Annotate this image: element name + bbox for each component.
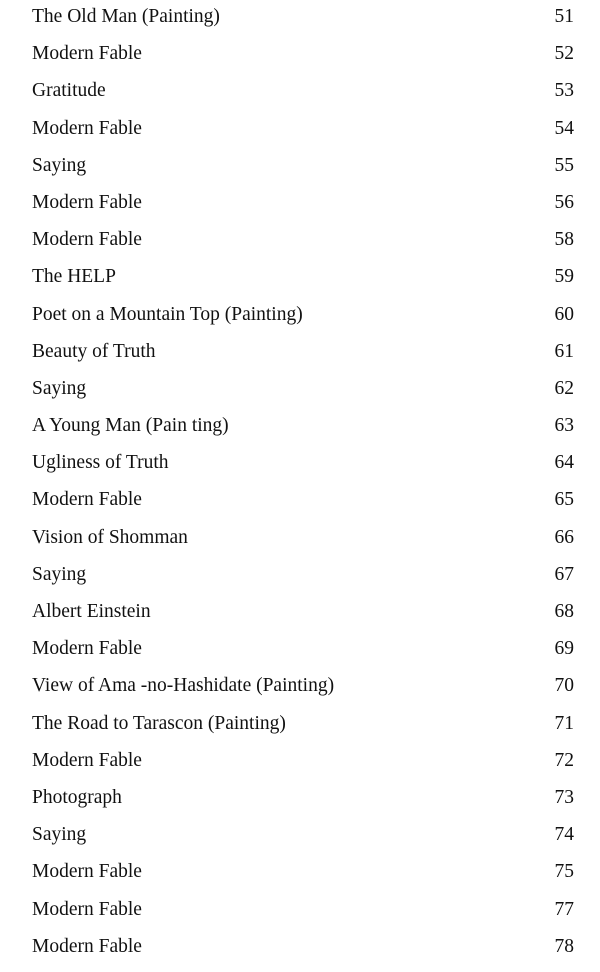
toc-entry [0,525,600,562]
toc-entry [0,450,600,487]
toc-entry [0,711,600,748]
entry-page-number: 61 [554,340,574,362]
toc-entry [0,413,600,450]
toc-entry [0,897,600,934]
entry-page-number: 63 [554,415,574,437]
entry-title: Modern Fable [32,861,142,883]
toc-entry [0,785,600,822]
toc-entry [0,4,600,41]
toc-entry [0,376,600,413]
toc-entry [0,264,600,301]
entry-page-number: 51 [554,6,574,27]
entry-page-number: 59 [554,266,574,288]
entry-title: Modern Fable [32,43,142,65]
entry-page-number: 77 [554,898,574,920]
entry-page-number: 72 [554,749,574,771]
entry-page-number: 58 [554,229,574,251]
entry-page-number: 65 [554,489,574,511]
entry-title: Saying [32,824,87,846]
toc-entry [0,190,600,227]
toc-entry [0,673,600,710]
entry-title: Modern Fable [32,489,142,511]
toc-entry [0,599,600,636]
toc-entry [0,562,600,599]
entry-title: Modern Fable [32,229,142,251]
entry-title: Modern Fable [32,117,142,139]
toc-entry [0,934,600,971]
entry-page-number: 78 [554,935,574,957]
entry-page-number: 56 [554,191,574,213]
toc-entry [0,822,600,859]
toc-entry [0,748,600,785]
toc-entry [0,339,600,376]
entry-page-number: 74 [554,824,574,846]
toc-entry [0,153,600,190]
entry-title: Poet on a Mountain Top (Painting) [32,303,303,325]
entry-title: Modern Fable [32,898,142,920]
entry-page-number: 52 [554,43,574,65]
entry-page-number: 73 [554,786,574,808]
entry-title: Beauty of Truth [32,340,156,362]
toc-entry [0,636,600,673]
entry-title: Gratitude [32,80,106,102]
toc-entry [0,859,600,896]
entry-title: The HELP [32,266,116,288]
entry-page-number: 75 [554,861,574,883]
entry-title: Saying [32,154,87,176]
entry-title: Modern Fable [32,749,142,771]
entry-page-number: 68 [554,601,574,622]
entry-page-number: 69 [554,638,574,660]
entry-title: The Road to Tarascon (Painting) [32,712,286,734]
entry-title: Saying [32,563,87,585]
entry-page-number: 53 [554,80,574,102]
entry-page-number: 60 [554,303,574,325]
toc-entry [0,487,600,524]
entry-title: The Old Man (Painting) [32,6,220,27]
entry-title: Photograph [32,786,122,808]
toc-entry [0,41,600,78]
toc-entry [0,116,600,153]
entry-title: Saying [32,377,87,399]
entry-page-number: 62 [554,377,574,399]
entry-title: View of Ama -no-Hashidate (Painting) [32,675,335,697]
entry-page-number: 71 [554,712,574,734]
entry-page-number: 66 [554,526,574,548]
entry-title: Albert Einstein [32,601,151,622]
entry-title: Modern Fable [32,638,142,660]
entry-title: Modern Fable [32,935,142,957]
toc-entry [0,78,600,115]
entry-title: A Young Man (Pain ting) [32,415,229,437]
entry-page-number: 67 [554,563,574,585]
toc-entry [0,302,600,339]
entry-title: Vision of Shomman [32,526,188,548]
entry-title: Ugliness of Truth [32,452,169,474]
entry-page-number: 55 [554,154,574,176]
entry-page-number: 54 [554,117,574,139]
entry-page-number: 70 [554,675,574,697]
entry-page-number: 64 [554,452,574,474]
entry-title: Modern Fable [32,191,142,213]
toc-entry [0,227,600,264]
